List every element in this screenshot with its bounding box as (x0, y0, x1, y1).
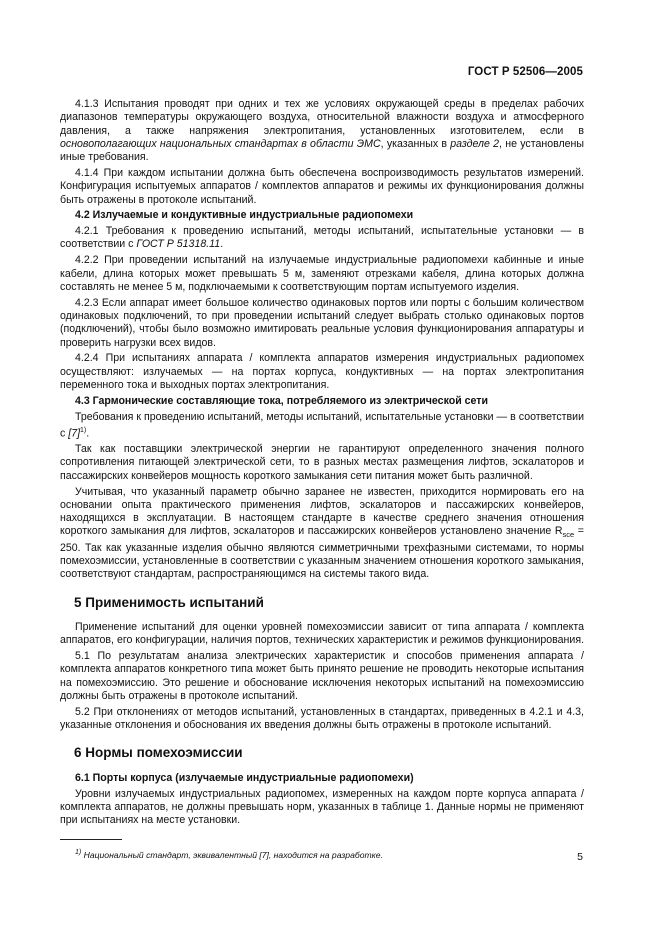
clause-4-2-4: 4.2.4 При испытаниях аппарата / комплекта аппаратов измерения индустриальных радиопомех осуществляют: излучаемых — на портах корпуса, кондуктивных — на портах электропитания переменного тока и выходных портах электропитания. (60, 352, 584, 391)
footnote-divider (60, 839, 122, 840)
heading-6-1: 6.1 Порты корпуса (излучаемые индустриальные радиопомехи) (75, 771, 414, 784)
clause-5-intro: Применение испытаний для оценки уровней помехоэмиссии зависит от типа аппарата / комплекта аппаратов, его конфигурации, наличия портов, технических характеристик и режимов функционирования. (60, 621, 585, 647)
section-5-heading: 5 Применимость испытаний (74, 594, 264, 610)
clause-4-1-4: 4.1.4 При каждом испытании должна быть обеспечена воспроизводимость результатов измерений. Конфигурация испытуемых аппаратов / комплектов аппаратов и режимы их функционирования должны быть отражены в протоколе испытаний. (60, 166, 584, 206)
clause-4-3-network: Так как поставщики электрической энергии не гарантируют определенного значения полного сопротивления питающей электрической сети, то в разных местах размещения лифтов, эскалаторов и пассажирских конвейеров мощность короткого замыкания сети питания может быть различной. (60, 443, 584, 482)
page-body (60, 98, 584, 865)
page-number: 5 (577, 851, 583, 863)
clause-4-2-2: 4.2.2 При проведении испытаний на излучаемые индустриальные радиопомехи кабинные и иные кабели, длина которых может превышать 5 м, заменяют отрезками кабеля, длина которых должна составлять не менее 5 м, подключаемыми к соответствующим портам испытуемого изделия. (60, 254, 584, 293)
clause-5-2: 5.2 При отклонениях от методов испытаний, установленных в стандартах, приведенных в 4.2.1 и 4.3, указанные отклонения и обоснования их введения должны быть отражены в протоколе испытаний. (60, 705, 584, 732)
clause-4-1-3: 4.1.3 Испытания проводят при одних и тех же условиях окружающей среды в пределах рабочих диапазонов температуры окружающего воздуха, относительной влажности воздуха и атмосферного давления, а также напряжения электропитания, установленных изготовителем, если в основополагающих национальных стандартах в области ЭМС, указанных в разделе 2, не установлены иные требования. (60, 98, 585, 164)
heading-4-3: 4.3 Гармонические составляющие тока, потребляемого из электрической сети (75, 394, 488, 407)
clause-4-2-1: 4.2.1 Требования к проведению испытаний, методы испытаний, испытательные установки — в соответствии с ГОСТ Р 51318.11. (60, 225, 584, 251)
clause-4-3-rsce: Учитывая, что указанный параметр обычно заранее не известен, приходится нормировать его на основании опыта практического применения лифтов, эскалаторов и пассажирских конвейеров, находящихся в эксплуатации. В настоящем стандарте в качестве среднего значения отношения короткого замыкания для лифтов, эскалаторов и пассажирских конвейеров установлено значение $R_{sce} = 250$. Так как указанные изделия обычно являются симметричными трехфазными системами, то нормы помехоэмиссии, установленные в соответствии с указанным значением отношения короткого замыкания, соответствуют стандартам, распространяющимся на системы такого вида. (60, 485, 584, 581)
heading-4-2: 4.2 Излучаемые и кондуктивные индустриальные радиопомехи (75, 209, 414, 222)
footnote: $^{1)}$ Национальный стандарт, эквивалентный [7], находится на разработке. (75, 849, 383, 861)
document-id-header: ГОСТ Р 52506—2005 (467, 66, 583, 78)
clause-4-3-requirements: Требования к проведению испытаний, методы испытаний, испытательные установки — в соответствии с $[7]^{1)}$. (60, 410, 584, 440)
clause-6-1: Уровни излучаемых индустриальных радиопомех, измеренных на каждом порте корпуса аппарата / комплекта аппаратов, не должны превышать норм, указанных в таблице 1. Данные нормы не применяют при испытаниях на месте установки. (60, 787, 584, 827)
clause-4-2-3: 4.2.3 Если аппарат имеет большое количество одинаковых портов или порты с большим количеством одинаковых подключений, то при проведении испытаний следует выбрать столько одинаковых портов (подключений), чтобы было возможно имитировать реальные условия функционирования аппаратуры и проверить нагрузки всех видов. (60, 296, 584, 349)
section-6-heading: 6 Нормы помехоэмиссии (74, 745, 243, 761)
clause-5-1: 5.1 По результатам анализа электрических характеристик и способов применения аппарата / комплекта аппаратов конкретного типа может быть принято решение не проводить некоторые испытания на помехоэмиссию. Это решение и обоснование исключения некоторых испытаний на помехоэмиссию должны быть отражены в протоколе испытаний. (60, 650, 584, 703)
footnote-ref: 1) (80, 426, 87, 434)
